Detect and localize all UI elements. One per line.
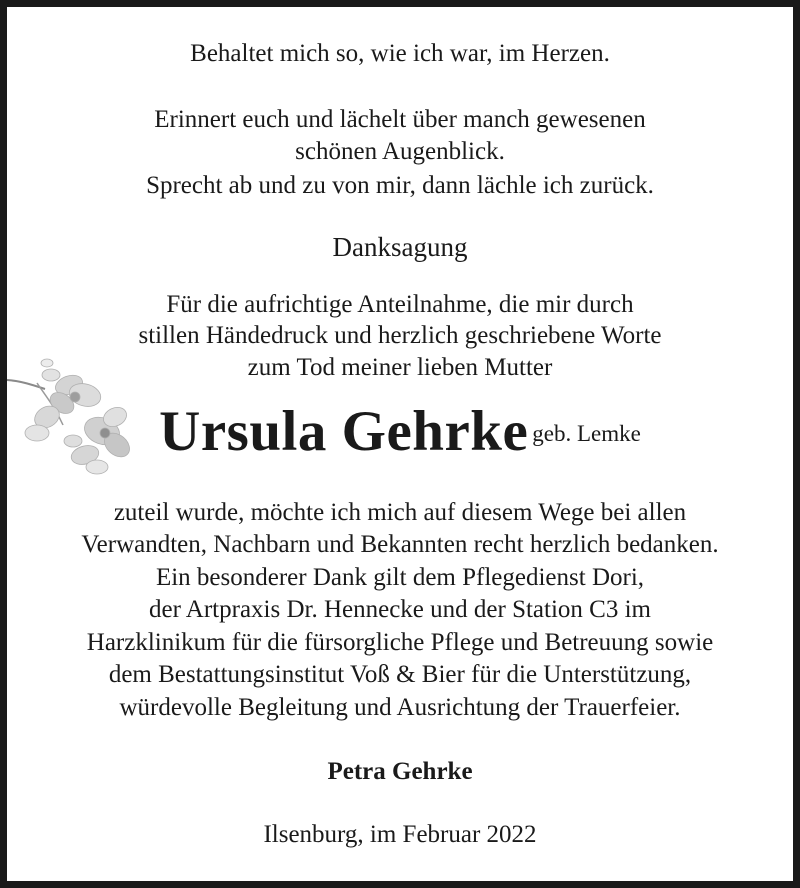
thanks-line-4: der Artpraxis Dr. Hennecke und der Station C3 im (149, 596, 651, 623)
intro-line-2: stillen Händedruck und herzlich geschriebene Worte (138, 322, 662, 349)
deceased-name-row (7, 400, 793, 464)
thanks-line-1: zuteil wurde, möchte ich mich auf diesem Wege bei allen (113, 499, 687, 526)
poem-line-4: Sprecht ab und zu von mir, dann lächle ich zurück. (146, 172, 654, 199)
thanks-line-6: dem Bestattungsinstitut Voß & Bier für die Unterstützung, (108, 661, 692, 688)
poem-line-2: Erinnert euch und lächelt über manch gewesenen (154, 106, 646, 133)
thanks-line-2: Verwandten, Nachbarn und Bekannten recht herzlich bedanken. (81, 531, 719, 558)
intro-line-1: Für die aufrichtige Anteilnahme, die mir durch (166, 291, 634, 318)
thanks-line-5: Harzklinikum für die fürsorgliche Pflege und Betreuung sowie (86, 629, 714, 656)
poem-line-1: Behaltet mich so, wie ich war, im Herzen. (190, 40, 610, 67)
thanks-line-3: Ein besonderer Dank gilt dem Pflegedienst Dori, (155, 564, 645, 591)
intro-line-3: zum Tod meiner lieben Mutter (247, 354, 553, 381)
deceased-name: Ursula Gehrke (159, 400, 529, 463)
signature: Petra Gehrke (327, 758, 473, 785)
poem-line-3: schönen Augenblick. (295, 138, 505, 165)
heading-danksagung: Danksagung (332, 232, 468, 262)
thanks-line-7: würdevolle Begleitung und Ausrichtung der Trauerfeier. (119, 694, 681, 721)
deceased-birth-name: geb. Lemke (532, 421, 641, 446)
place-date: Ilsenburg, im Februar 2022 (263, 821, 537, 848)
